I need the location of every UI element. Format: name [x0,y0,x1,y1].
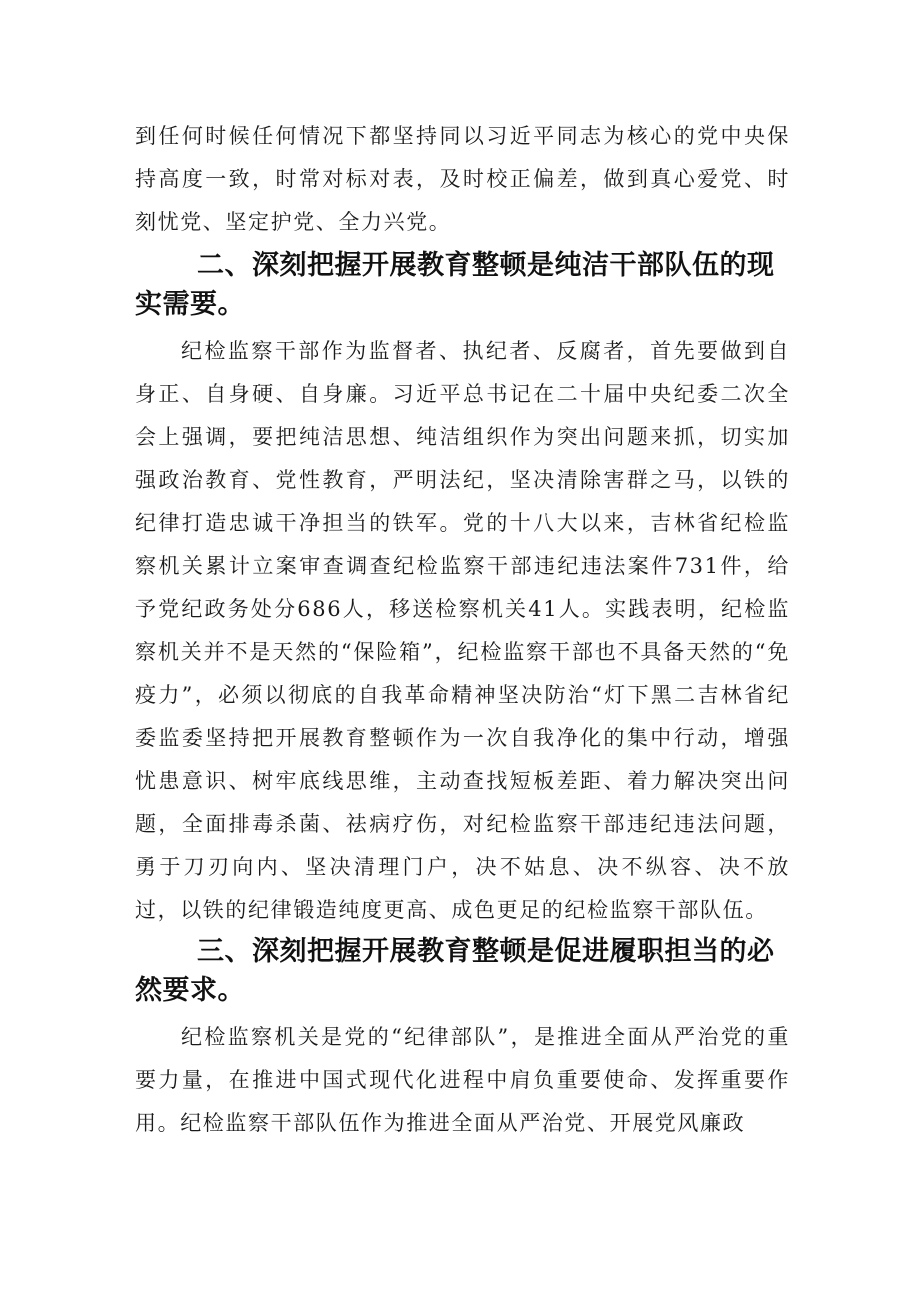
section-heading-text: 三、深刻把握开展教育整顿是促进履职担当的必然要求。 [135,936,775,1006]
paragraph-text: 纪检监察机关是党的“纪律部队”，是推进全面从严治党的重要力量，在推进中国式现代化进程中肩负重要使命、发挥重要作用。纪检监察干部队伍作为推进全面从严治党、开展党风廉政 [135,1025,790,1135]
section-heading-3 [135,932,790,1010]
paragraph-text: 纪检监察干部作为监督者、执纪者、反腐者，首先要做到自身正、自身硬、自身廉。习近平总书记在二十届中央纪委二次全会上强调，要把纯洁思想、纯洁组织作为突出问题来抓，切实加强政治教育、党性教育，严明法纪，坚决清除害群之马，以铁的纪律打造忠诚干净担当的铁军。党的十八大以来，吉林省纪检监察机关累计立案审查调查纪检监察干部违纪违法案件731件，给予党纪政务处分686人，移送检察机关41人。实践表明，纪检监察机关并不是天然的“保险箱”，纪检监察干部也不具备天然的“免疫力”，必须以彻底的自我革命精神坚决防治“灯下黑二吉林省纪委监委坚持把开展教育整顿作为一次自我净化的集中行动，增强忧患意识、树牢底线思维，主动查找短板差距、着力解决突出问题，全面排毒杀菌、祛病疗伤，对纪检监察干部违纪违法问题，勇于刀刃向内、坚决清理门户，决不姑息、决不纵容、决不放过，以铁的纪律锻造纯度更高、成色更足的纪检监察干部队伍。 [135,339,790,922]
section-heading-text: 二、深刻把握开展教育整顿是纯洁干部队伍的现实需要。 [135,250,775,320]
section-heading-2 [135,246,790,324]
paragraph-section-2 [135,330,790,932]
paragraph-section-3 [135,1016,790,1145]
paragraph-continued [135,115,790,244]
paragraph-text: 到任何时候任何情况下都坚持同以习近平同志为核心的党中央保持高度一致，时常对标对表，及时校正偏差，做到真心爱党、时刻忧党、坚定护党、全力兴党。 [135,124,790,234]
